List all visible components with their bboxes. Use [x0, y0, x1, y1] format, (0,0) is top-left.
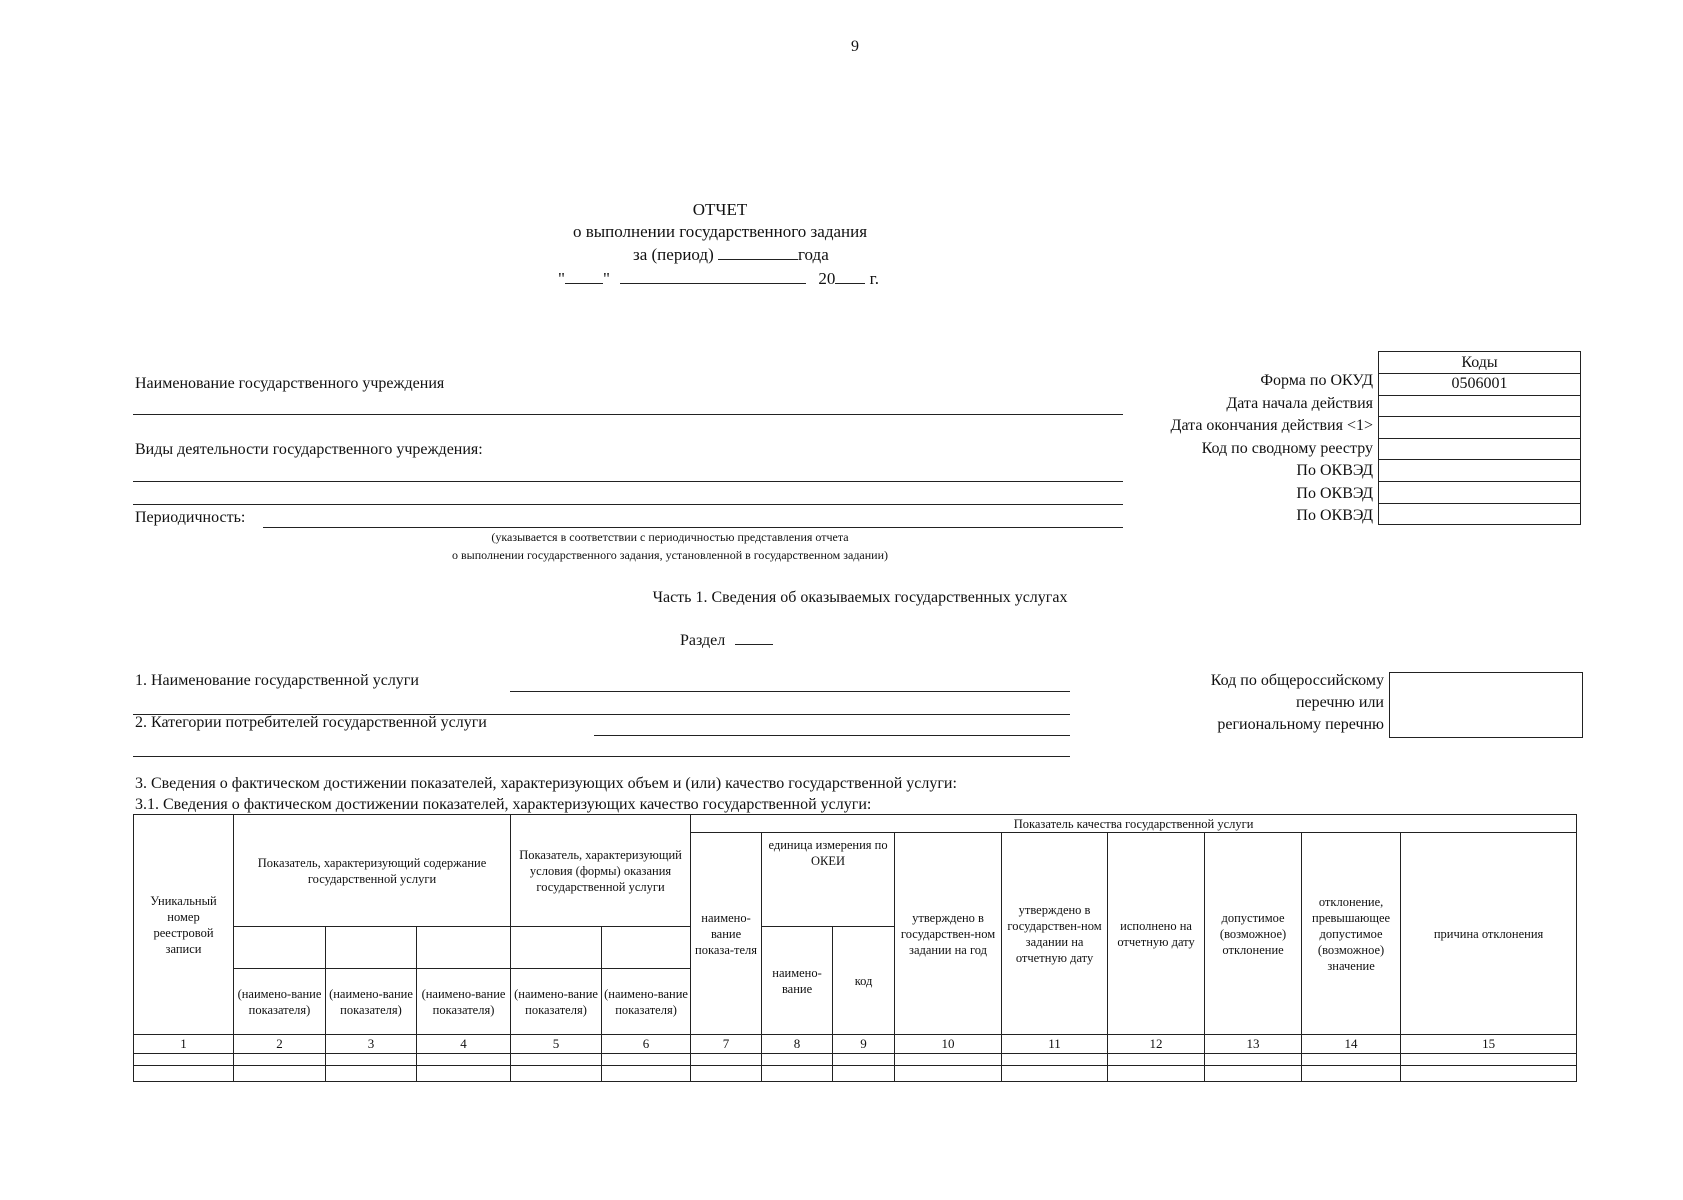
codes-row [1379, 460, 1581, 482]
column-number: 10 [895, 1035, 1002, 1054]
section3-subtitle: 3.1. Сведения о фактическом достижении показателей, характеризующих качество государственной услуги: [135, 796, 872, 813]
table-cell[interactable] [895, 1066, 1002, 1082]
activities-label: Виды деятельности государственного учреждения: [135, 441, 483, 458]
column-number: 3 [326, 1035, 417, 1054]
codes-row [1379, 438, 1581, 460]
table-cell[interactable] [1302, 1066, 1401, 1082]
quality-indicators-table [133, 814, 1577, 1082]
table-cell[interactable] [1108, 1054, 1205, 1066]
table-cell[interactable] [1205, 1066, 1302, 1082]
page-number: 9 [851, 38, 859, 55]
column-number: 2 [234, 1035, 326, 1054]
table-row [134, 1066, 1577, 1082]
table-cell[interactable] [762, 1066, 833, 1082]
col-approved-year: утверждено в государствен-ном задании на год [895, 833, 1002, 1035]
column-number: 9 [833, 1035, 895, 1054]
codes-label-okved-1: По ОКВЭД [1296, 462, 1373, 479]
sub-indicator-name: (наимено-вание показателя) [234, 969, 326, 1035]
codes-row [1379, 374, 1581, 396]
table-cell[interactable] [234, 1054, 326, 1066]
col-conditions-indicator: Показатель, характеризующий условия (формы) оказания государственной услуги [511, 815, 691, 927]
codes-label-okved-2: По ОКВЭД [1296, 484, 1373, 502]
table-cell[interactable] [833, 1066, 895, 1082]
section-line [680, 630, 773, 651]
column-number: 5 [511, 1035, 602, 1054]
codes-row [1379, 503, 1581, 525]
service-name-label: 1. Наименование государственной услуги [135, 672, 419, 689]
table-cell[interactable] [1108, 1066, 1205, 1082]
codes-label-start: Дата начала действия [1226, 394, 1373, 412]
sub-indicator-name: (наимено-вание показателя) [417, 969, 511, 1035]
blank-cell[interactable] [326, 927, 417, 969]
periodicity-label: Периодичность: [135, 509, 246, 526]
registry-code-label-3: региональному перечню [1217, 716, 1384, 733]
codes-labels [1100, 370, 1373, 528]
blank-cell[interactable] [234, 927, 326, 969]
table-cell[interactable] [234, 1066, 326, 1082]
table-cell[interactable] [511, 1066, 602, 1082]
date-month-blank [620, 269, 806, 284]
table-cell[interactable] [762, 1054, 833, 1066]
table-cell[interactable] [1002, 1054, 1108, 1066]
consumers-line-1 [594, 735, 1070, 736]
column-number: 1 [134, 1035, 234, 1054]
sub-indicator-name: (наимено-вание показателя) [511, 969, 602, 1035]
registry-code-box[interactable] [1389, 672, 1583, 738]
date-year-blank [835, 269, 865, 284]
periodicity-note-2: о выполнении государственного задания, установленной в государственном задании) [451, 548, 889, 562]
section-blank [735, 630, 773, 645]
date-year-prefix: 20 [818, 269, 836, 288]
date-quote-open: " [558, 269, 565, 288]
table-cell[interactable] [833, 1054, 895, 1066]
section-label: Раздел [680, 632, 726, 649]
registry-code-label-1: Код по общероссийскому [1210, 672, 1384, 689]
codes-heading [1378, 351, 1581, 373]
codes-value-okud[interactable]: 0506001 [1379, 374, 1581, 396]
periodicity-line [263, 527, 1123, 528]
column-number: 7 [691, 1035, 762, 1054]
table-header-row [134, 815, 1577, 833]
col-unit-code: код [833, 927, 895, 1035]
date-year-suffix: г. [869, 269, 879, 288]
period-suffix: года [797, 245, 829, 264]
col-exceeding-deviation: отклонение, превышающее допустимое (возможное) значение [1302, 833, 1401, 1035]
report-date-line [558, 268, 898, 289]
table-cell[interactable] [326, 1054, 417, 1066]
codes-value-start[interactable] [1379, 395, 1581, 417]
periodicity-note-1: (указывается в соответствии с периодичностью представления отчета [491, 530, 849, 544]
col-unit-name: наимено-вание [762, 927, 833, 1035]
part-title: Часть 1. Сведения об оказываемых государственных услугах [652, 589, 1068, 606]
table-cell[interactable] [602, 1066, 691, 1082]
codes-label-okved-3: По ОКВЭД [1296, 507, 1373, 524]
column-number: 15 [1401, 1035, 1577, 1054]
report-subtitle: о выполнении государственного задания [572, 222, 868, 241]
codes-row [1379, 417, 1581, 439]
consumers-label: 2. Категории потребителей государственной услуги [135, 714, 487, 731]
service-name-line-1 [510, 691, 1070, 692]
col-quality-indicator: Показатель качества государственной услуги [691, 815, 1577, 833]
codes-value-okved-2[interactable] [1379, 481, 1581, 503]
column-number: 14 [1302, 1035, 1401, 1054]
column-number-row [134, 1035, 1577, 1054]
section3-title: 3. Сведения о фактическом достижении показателей, характеризующих объем и (или) качество государственной услуги: [135, 775, 957, 792]
table-cell[interactable] [1205, 1054, 1302, 1066]
institution-line [133, 414, 1123, 415]
codes-label-end: Дата окончания действия <1> [1170, 417, 1373, 434]
table-cell[interactable] [1002, 1066, 1108, 1082]
date-day-blank [565, 269, 603, 284]
codes-value-okved-1[interactable] [1379, 460, 1581, 482]
col-content-indicator: Показатель, характеризующий содержание государственной услуги [234, 815, 511, 927]
table-cell[interactable] [417, 1066, 511, 1082]
col-deviation-reason: причина отклонения [1401, 833, 1577, 1035]
col-unit-okei: единица измерения по ОКЕИ [762, 833, 895, 927]
col-unique-number: Уникальный номер реестровой записи [134, 815, 234, 1035]
table-row [134, 1054, 1577, 1066]
codes-label-registry: Код по сводному реестру [1201, 439, 1373, 457]
codes-table [1378, 373, 1581, 525]
table-cell[interactable] [1302, 1054, 1401, 1066]
column-number: 12 [1108, 1035, 1205, 1054]
table-cell[interactable] [417, 1054, 511, 1066]
activities-line-1 [133, 481, 1123, 482]
blank-cell[interactable] [417, 927, 511, 969]
date-quote-close: " [602, 269, 610, 288]
codes-heading-text: Коды [1461, 354, 1498, 371]
report-title: ОТЧЕТ [692, 200, 748, 219]
column-number: 6 [602, 1035, 691, 1054]
sub-indicator-name: (наимено-вание показателя) [326, 969, 417, 1035]
codes-value-registry[interactable] [1379, 438, 1581, 460]
table-cell[interactable] [1401, 1054, 1577, 1066]
codes-value-end[interactable] [1379, 417, 1581, 439]
column-number: 13 [1205, 1035, 1302, 1054]
table-cell[interactable] [602, 1054, 691, 1066]
table-cell[interactable] [326, 1066, 417, 1082]
codes-row [1379, 395, 1581, 417]
codes-row [1379, 481, 1581, 503]
table-cell[interactable] [511, 1054, 602, 1066]
table-cell[interactable] [895, 1054, 1002, 1066]
blank-cell[interactable] [511, 927, 602, 969]
period-blank [718, 245, 798, 260]
col-approved-date: утверждено в государствен-ном задании на отчетную дату [1002, 833, 1108, 1035]
institution-label: Наименование государственного учреждения [135, 375, 445, 392]
codes-label-okud: Форма по ОКУД [1260, 372, 1373, 389]
report-period-line [633, 244, 933, 265]
col-indicator-name: наимено-вание показа-теля [691, 833, 762, 1035]
column-number: 4 [417, 1035, 511, 1054]
sub-indicator-name: (наимено-вание показателя) [602, 969, 691, 1035]
table-cell[interactable] [134, 1066, 234, 1082]
table-cell[interactable] [691, 1066, 762, 1082]
col-executed-date: исполнено на отчетную дату [1108, 833, 1205, 1035]
table-cell[interactable] [134, 1054, 234, 1066]
blank-cell[interactable] [602, 927, 691, 969]
column-number: 11 [1002, 1035, 1108, 1054]
consumers-line-2 [133, 756, 1070, 757]
column-number: 8 [762, 1035, 833, 1054]
activities-line-2 [133, 504, 1123, 505]
table-cell[interactable] [1401, 1066, 1577, 1082]
codes-value-okved-3[interactable] [1379, 503, 1581, 525]
table-cell[interactable] [691, 1054, 762, 1066]
period-label: за (период) [633, 245, 714, 264]
col-allowed-deviation: допустимое (возможное) отклонение [1205, 833, 1302, 1035]
registry-code-label-2: перечню или [1295, 694, 1384, 711]
